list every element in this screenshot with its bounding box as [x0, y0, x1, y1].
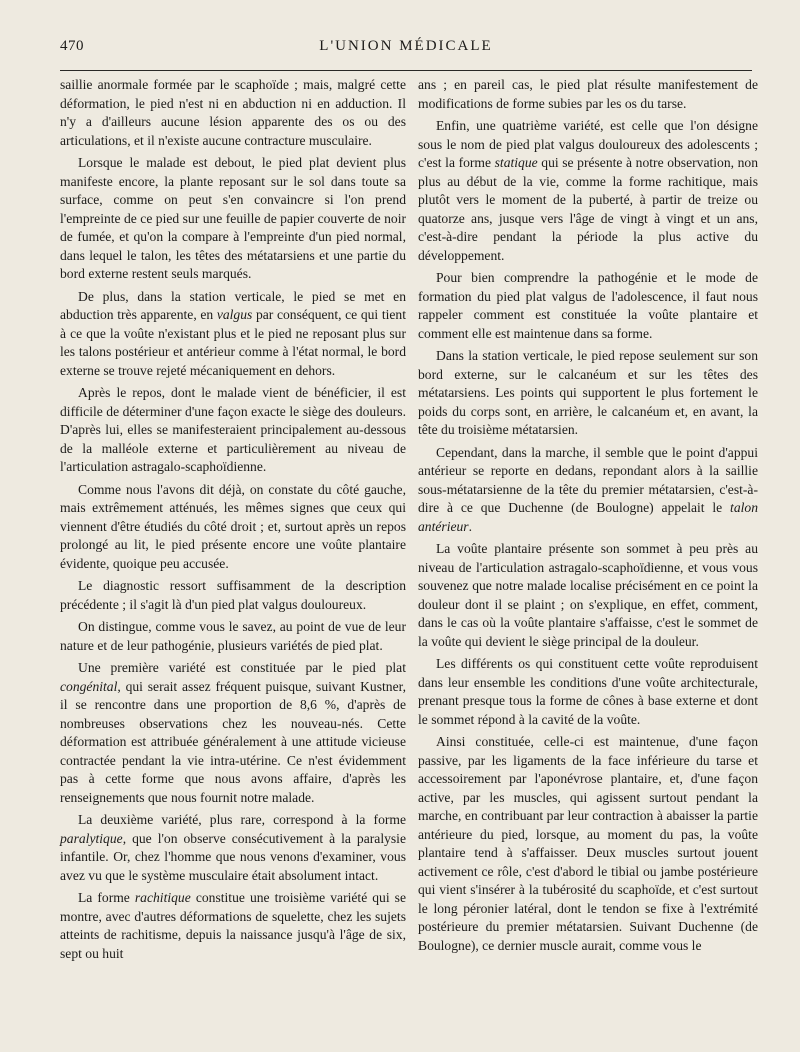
paragraph: Comme nous l'avons dit déjà, on constate du côté gauche, mais extrêmement atténués, les mêmes signes que ceux qui viennent d'être étudiés du côté droit ; et, surtout après un repos prolongé au lit, le pied présente encore une voûte plantaire évidente, quoique peu accusée. [60, 481, 406, 571]
running-head [60, 38, 752, 60]
paragraph: De plus, dans la station verticale, le pied se met en abduction très apparente, en valgus par conséquent, ce qui tient à ce que la voûte n'existant plus et le pied ne reposant plus sur les talons postérieur et antérieur comme à l'état normal, le bord externe se trouve rejeté mécaniquement en dehors. [60, 288, 406, 378]
italic-term: valgus [216, 307, 253, 322]
paragraph: Le diagnostic ressort suffisamment de la description précédente ; il s'agit là d'un pied plat valgus douloureux. [60, 578, 406, 612]
italic-term: congénital [60, 678, 118, 694]
italic-term: paralytique [60, 830, 123, 846]
header-rule [60, 70, 752, 71]
paragraph: On distingue, comme vous le savez, au point de vue de leur nature et de leur pathogénie, plusieurs variétés de pied plat. [60, 619, 406, 653]
italic-term: rachitique [134, 890, 191, 905]
paragraph: Pour bien comprendre la pathogénie et le mode de formation du pied plat valgus de l'adolescence, il faut nous rappeler comment est constituée la voûte plantaire et comment elle est maintenue dans sa forme. [418, 270, 758, 341]
paragraph: La forme rachitique constitue une troisième variété qui se montre, avec d'autres déformations de squelette, chez les sujets atteints de rachitisme, depuis la naissance jusqu'à l'âge de six, sept ou huit [60, 890, 407, 961]
italic-term: talon antérieur [418, 500, 758, 534]
paragraph: saillie anormale formée par le scaphoïde ; mais, malgré cette déformation, le pied n'est ni en abduction ni en adduction. Il n'y a d'ailleurs aucune lésion apparente des os ou des articulations, et il n'existe aucune contracture musculaire. [60, 77, 406, 148]
paragraph: Enfin, une quatrième variété, est celle que l'on désigne sous le nom de pied plat valgus douloureux des adolescents ; c'est la forme statique qui se présente à notre observation, non plus au début de la vie, comme la forme rachitique, mais plutôt vers le moment de la puberté, à partir de treize ou quatorze ans, jusque vers l'âge de vingt à vingt et un ans, c'est-à-dire pendant la période la plus active du développement. [418, 118, 759, 263]
page-number: 470 [60, 38, 84, 54]
right-column [418, 76, 758, 959]
paragraph: Cependant, dans la marche, il semble que le point d'appui antérieur se reporte en dedans, repondant alors à la saillie sous-métatarsienne de la tête du premier métatarsien, c'est-à-dire à ce que Duchenne (de Boulogne) appelait le talon antérieur. [418, 444, 758, 534]
paragraph: La voûte plantaire présente son sommet à peu près au niveau de l'articulation astragalo-scaphoïdienne, et vous vous souvenez que notre malade localise précisément en ce point la douleur dont il se plaint ; on s'explique, en effet, comment, dans le cas où la voûte plantaire s'affaisse, c'est le sommet de la voûte qui devient le siège principal de la douleur. [418, 541, 758, 649]
paragraph: Les différents os qui constituent cette voûte reproduisent dans leur ensemble les conditions d'une voûte architecturale, prenant presque tous la forme de cônes à base externe et dont le sommet répond à la cavité de la voûte. [418, 656, 758, 727]
paragraph: Lorsque le malade est debout, le pied plat devient plus manifeste encore, la plante reposant sur le sol dans toute sa surface, comme on peut s'en convaincre si l'on prend l'empreinte de ce pied sur une feuille de papier couverte de noir de fumée, et qu'on la compare à l'empreinte d'un pied normal, dans lequel le talon, les têtes des métatarsiens et une partie du bord externe restent seuls marqués. [60, 155, 406, 281]
left-column [60, 76, 406, 967]
paragraph: ans ; en pareil cas, le pied plat résulte manifestement de modifications de forme subies par les os du tarse. [418, 77, 758, 111]
paragraph: La deuxième variété, plus rare, correspond à la forme paralytique, que l'on observe consécutivement à la paralysie infantile. Or, chez l'homme que nous venons d'examiner, vous avez vu que le système musculaire était absolument intact. [60, 812, 406, 883]
paragraph: Après le repos, dont le malade vient de bénéficier, il est difficile de déterminer d'une façon exacte le siège des douleurs. D'après lui, elles se manifesteraient principalement au-dessous de la malléole externe et particulièrement au niveau de l'articulation astragalo-scaphoïdienne. [60, 385, 406, 474]
journal-title: L'UNION MÉDICALE [319, 38, 493, 54]
paragraph: Ainsi constituée, celle-ci est maintenue, d'une façon passive, par les ligaments de la face inférieure du tarse et accessoirement par l'aponévrose plantaire, et, d'une façon active, par les muscles, qui agissent surtout pendant la marche, en contribuant par leur contraction à abaisser la partie antérieure du pied, lorsque, au moment du pas, la voûte plantaire tend à s'affaisser. Deux muscles surtout jouent activement ce rôle, c'est d'abord le tibial ou jambe postérieure qui vient s'insérer à la tubérosité du scaphoïde, et c'est surtout le long péronier latéral, dont le tendon se fixe à l'extrémité postérieure du premier métatarsien. Suivant Duchenne (de Boulogne), ce dernier muscle aurait, comme vous le [418, 734, 758, 953]
paragraph: Dans la station verticale, le pied repose seulement sur son bord externe, sur le calcanéum et sur les têtes des métatarsiens. Les points qui supportent le plus fortement le poids du corps sont, en arrière, le calcanéum et, en avant, la tête du troisième métatarsien. [418, 348, 758, 437]
italic-term: statique [494, 155, 538, 170]
paragraph: Une première variété est constituée par le pied plat congénital, qui serait assez fréquent puisque, suivant Kustner, il se rencontre dans une proportion de 8,6 %, d'après de nombreuses observations chez les nouveau-nés. Cette déformation est attribuée généralement à une attitude vicieuse contractée pendant la vie intra-utérine. Ce n'est évidemment pas à cette forme que nous avons affaire, d'après les renseignements que nous fournit notre malade. [60, 660, 406, 805]
